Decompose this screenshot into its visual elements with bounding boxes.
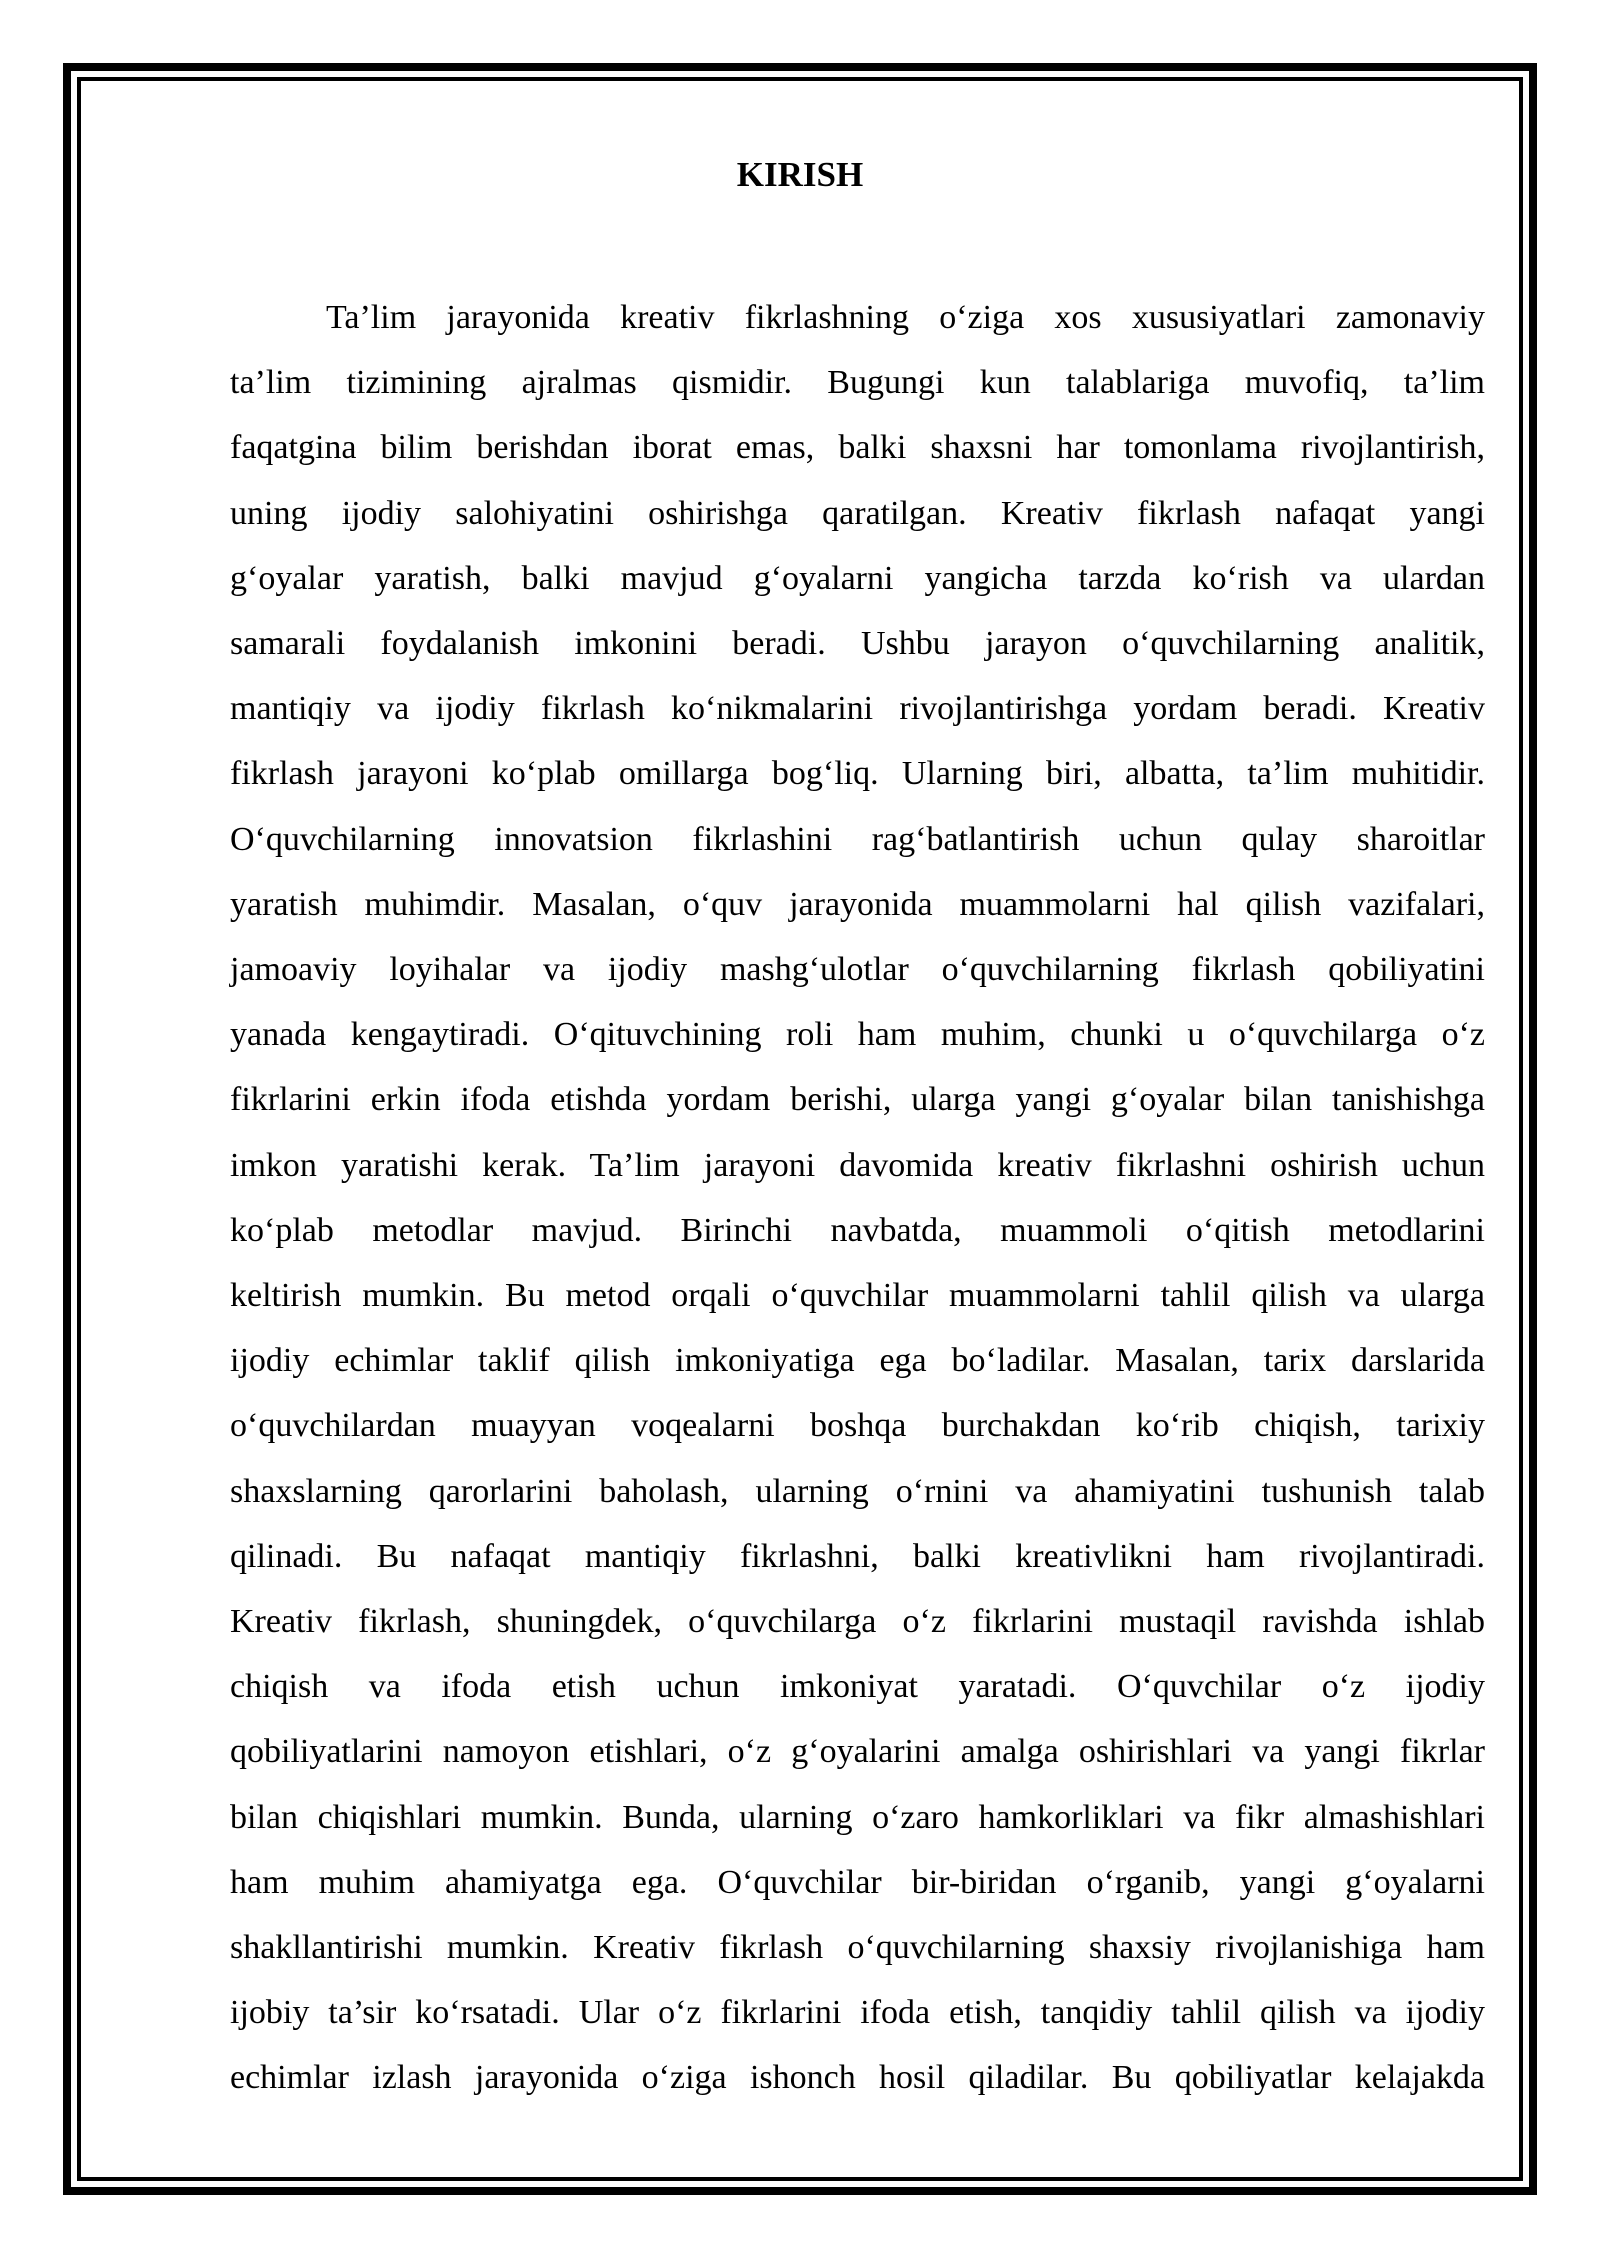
body-paragraph	[230, 285, 1485, 2111]
paragraph-line: fikrlash jarayoni ko‘plab omillarga bog‘liq. Ularning biri, albatta, ta’lim muhitidir.	[230, 755, 1485, 793]
paragraph-line: chiqish va ifoda etish uchun imkoniyat yaratadi. O‘quvchilar o‘z ijodiy	[230, 1668, 1485, 1706]
paragraph-line: qilinadi. Bu nafaqat mantiqiy fikrlashni, balki kreativlikni ham rivojlantiradi.	[230, 1537, 1485, 1575]
paragraph-line: imkon yaratishi kerak. Ta’lim jarayoni davomida kreativ fikrlashni oshirish uchun	[230, 1146, 1485, 1184]
paragraph-line: yanada kengaytiradi. O‘qituvchining roli ham muhim, chunki u o‘quvchilarga o‘z	[230, 1016, 1485, 1054]
paragraph-line: mantiqiy va ijodiy fikrlash ko‘nikmalarini rivojlantirishga yordam beradi. Kreativ	[230, 690, 1485, 728]
paragraph-line: faqatgina bilim berishdan iborat emas, balki shaxsni har tomonlama rivojlantirish,	[230, 429, 1485, 467]
paragraph-line: ijobiy ta’sir ko‘rsatadi. Ular o‘z fikrlarini ifoda etish, tanqidiy tahlil qilish va ijodiy	[230, 1994, 1485, 2032]
paragraph-line: o‘quvchilardan muayyan voqealarni boshqa burchakdan ko‘rib chiqish, tarixiy	[230, 1407, 1485, 1445]
paragraph-line: shakllantirishi mumkin. Kreativ fikrlash o‘quvchilarning shaxsiy rivojlanishiga ham	[230, 1929, 1485, 1967]
paragraph-line: echimlar izlash jarayonida o‘ziga ishonch hosil qiladilar. Bu qobiliyatlar kelajakda	[230, 2059, 1485, 2097]
paragraph-line: ta’lim tizimining ajralmas qismidir. Bugungi kun talablariga muvofiq, ta’lim	[230, 364, 1485, 402]
paragraph-line: bilan chiqishlari mumkin. Bunda, ularning o‘zaro hamkorliklari va fikr almashishlari	[230, 1798, 1485, 1836]
paragraph-line: Kreativ fikrlash, shuningdek, o‘quvchilarga o‘z fikrlarini mustaqil ravishda ishlab	[230, 1603, 1485, 1641]
paragraph-line: qobiliyatlarini namoyon etishlari, o‘z g‘oyalarini amalga oshirishlari va yangi fikrlar	[230, 1733, 1485, 1771]
paragraph-line: yaratish muhimdir. Masalan, o‘quv jarayonida muammolarni hal qilish vazifalari,	[230, 885, 1485, 923]
paragraph-line: O‘quvchilarning innovatsion fikrlashini rag‘batlantirish uchun qulay sharoitlar	[230, 820, 1485, 858]
paragraph-line: jamoaviy loyihalar va ijodiy mashg‘ulotlar o‘quvchilarning fikrlash qobiliyatini	[230, 951, 1485, 989]
paragraph-line: ham muhim ahamiyatga ega. O‘quvchilar bir-biridan o‘rganib, yangi g‘oyalarni	[230, 1863, 1485, 1901]
paragraph-line: shaxslarning qarorlarini baholash, ularning o‘rnini va ahamiyatini tushunish talab	[230, 1472, 1485, 1510]
paragraph-line: samarali foydalanish imkonini beradi. Ushbu jarayon o‘quvchilarning analitik,	[230, 625, 1485, 663]
paragraph-line: g‘oyalar yaratish, balki mavjud g‘oyalarni yangicha tarzda ko‘rish va ulardan	[230, 559, 1485, 597]
paragraph-line: ijodiy echimlar taklif qilish imkoniyatiga ega bo‘ladilar. Masalan, tarix darslarida	[230, 1342, 1485, 1380]
section-title: KIRISH	[736, 155, 864, 194]
paragraph-line: uning ijodiy salohiyatini oshirishga qaratilgan. Kreativ fikrlash nafaqat yangi	[230, 494, 1485, 532]
paragraph-line: Ta’lim jarayonida kreativ fikrlashning o‘ziga xos xususiyatlari zamonaviy	[326, 299, 1485, 336]
paragraph-line: ko‘plab metodlar mavjud. Birinchi navbatda, muammoli o‘qitish metodlarini	[230, 1211, 1485, 1249]
paragraph-line: fikrlarini erkin ifoda etishda yordam berishi, ularga yangi g‘oyalar bilan tanishishga	[230, 1081, 1485, 1119]
paragraph-line: keltirish mumkin. Bu metod orqali o‘quvchilar muammolarni tahlil qilish va ularga	[230, 1277, 1485, 1315]
